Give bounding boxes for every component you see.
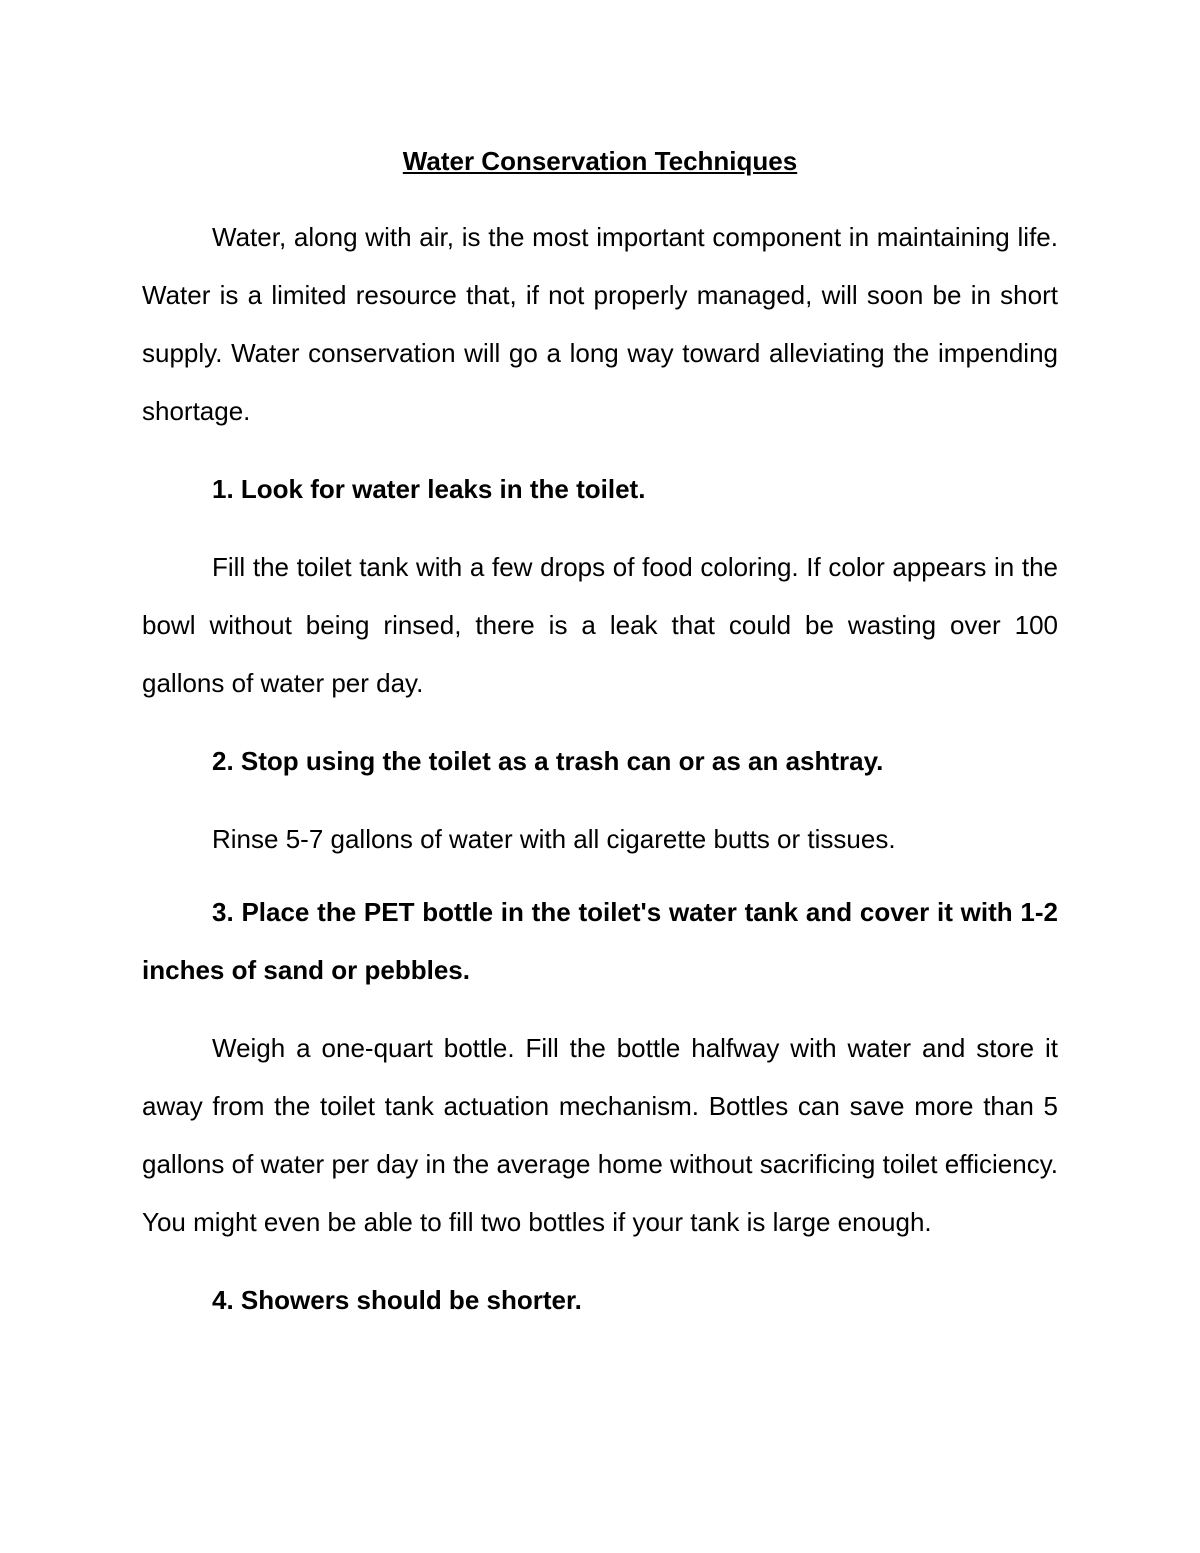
section-2-heading: 2. Stop using the toilet as a trash can or as an ashtray. — [212, 746, 884, 776]
section-3-body: Weigh a one-quart bottle. Fill the bottle halfway with water and store it away from the toilet tank actuation mechanism. Bottles can save more than 5 gallons of water per day in the average home without sacrificing toilet efficiency. You might even be able to fill two bottles if your tank is large enough. — [142, 1033, 1058, 1237]
intro-paragraph: Water, along with air, is the most important component in maintaining life. Water is a limited resource that, if not properly managed, will soon be in short supply. Water conservation will go a long way toward alleviating the impending shortage. — [142, 222, 1058, 426]
section-3-heading: 3. Place the PET bottle in the toilet's water tank and cover it with 1-2 inches of sand or pebbles. — [142, 897, 1058, 985]
section-2-body: Rinse 5-7 gallons of water with all cigarette butts or tissues. — [212, 824, 896, 854]
document-body — [142, 132, 1058, 1349]
document-title: Water Conservation Techniques — [402, 146, 798, 176]
section-4-heading: 4. Showers should be shorter. — [212, 1285, 582, 1315]
section-1-body: Fill the toilet tank with a few drops of food coloring. If color appears in the bowl without being rinsed, there is a leak that could be wasting over 100 gallons of water per day. — [142, 552, 1058, 698]
section-1-heading: 1. Look for water leaks in the toilet. — [212, 474, 646, 504]
